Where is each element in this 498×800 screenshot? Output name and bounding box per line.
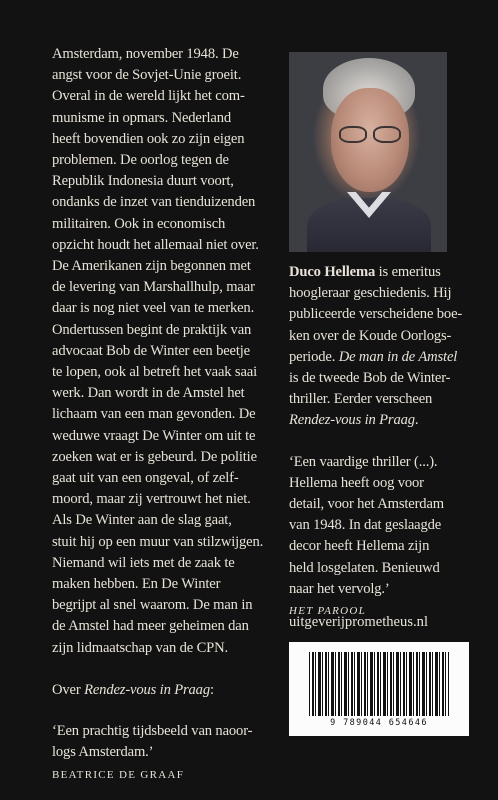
author-glasses [339,126,401,140]
synopsis-line: moord, maar zij vertrouwt het niet. [52,491,251,508]
review-line: held losgelaten. Benieuwd [289,559,440,576]
previous-book-heading [52,680,274,701]
previous-book-title: Rendez-vous in Praag [84,681,210,698]
synopsis-line: begrijpt al snel waarom. De man in [52,597,253,614]
review-line: detail, voor het Amsterdam [289,496,444,513]
synopsis-line: Als De Winter aan de slag gaat, [52,512,232,529]
synopsis-line: te lopen, ook al betreft het vaak saai [52,364,258,381]
synopsis-line: werk. Dan wordt in de Amstel het [52,385,245,402]
review-line: decor heeft Hellema zijn [289,538,430,555]
author-bio-text: . [414,412,419,429]
synopsis-line: stuit hij op een muur van stilzwijgen. [52,533,264,550]
synopsis-line: gaat uit van een ongeval, of zelf- [52,470,239,487]
synopsis-line: advocaat Bob de Winter een beetje [52,342,251,359]
review-line: ‘Een vaardige thriller (...). [289,453,438,470]
synopsis-line: Overal in de wereld lijkt het com- [52,88,245,105]
synopsis-line: daar is nog niet veel van te merken. [52,300,255,317]
author-bio-text: is emeritus [375,264,441,280]
synopsis-line: lichaam van een man gevonden. De [52,406,256,423]
author-bio-line: hoogleraar geschiedenis. Hij [289,285,452,302]
synopsis-line: zijn lidmaatschap van de CPN. [52,639,229,656]
over-prefix: Over [52,681,85,698]
previous-book-quote-line: ‘Een prachtig tijdsbeeld van naoor- [52,723,253,740]
synopsis-line: Niemand wil iets met de zaak te [52,554,235,571]
synopsis-line: Amsterdam, november 1948. De [52,46,239,62]
synopsis-line: weduwe vraagt De Winter om uit te [52,427,256,444]
previous-book-quote-credit: BEATRICE DE GRAAF [52,768,185,781]
author-bio-line [289,410,469,431]
barcode-bars [309,652,449,716]
synopsis-column [52,44,274,786]
synopsis-text [52,44,274,659]
over-suffix: : [209,681,214,698]
author-bio-line [289,262,469,283]
author-photo [289,52,447,252]
synopsis-line: Republik Indonesia duurt voort, [52,173,234,190]
author-jacket [307,198,431,252]
author-bio-line: ken over de Koude Oorlogs- [289,327,452,344]
author-name: Duco Hellema [289,264,376,280]
synopsis-line: ondanks de inzet van tienduizenden [52,194,256,211]
synopsis-line: de Amstel had meer geheimen dan [52,618,249,635]
book-title: De man in de Amstel [338,348,458,365]
author-bio-line [289,347,469,368]
earlier-book-title: Rendez-vous in Praag [289,412,415,429]
synopsis-line: maken hebben. En De Winter [52,576,221,593]
synopsis-line: Ondertussen begint de praktijk van [52,321,252,338]
review-credit: HET PAROOL [289,605,367,618]
synopsis-line: angst voor de Sovjet-Unie groeit. [52,67,242,84]
review-line: naar het vervolg.’ [289,580,390,597]
author-bio-text: periode. [289,348,339,365]
previous-book-quote-line: logs Amsterdam.’ [52,744,154,761]
author-bio-line: publiceerde verscheidene boe- [289,306,463,323]
author-bio-line: thriller. Eerder verscheen [289,391,433,408]
synopsis-line: de levering van Marshallhulp, maar [52,279,255,296]
synopsis-line: munisme in opmars. Nederland [52,109,231,126]
synopsis-line: heeft bovendien ook zo zijn eigen [52,130,245,147]
synopsis-line: problemen. De oorlog tegen de [52,152,229,169]
synopsis-line: zoeken wat er is gebeurd. De politie [52,448,257,465]
author-bio-line: is de tweede Bob de Winter- [289,370,451,387]
review-line: Hellema heeft oog voor [289,474,424,491]
isbn-digits: 9 789044 654646 [330,718,428,728]
synopsis-line: De Amerikanen zijn begonnen met [52,258,251,275]
synopsis-line: militairen. Ook in economisch [52,215,226,232]
synopsis-line: opzicht houdt het allemaal niet over. [52,236,259,253]
isbn-barcode [289,642,469,736]
publisher-website: uitgeverijprometheus.nl [289,614,429,630]
review-line: van 1948. In dat geslaagde [289,517,442,534]
